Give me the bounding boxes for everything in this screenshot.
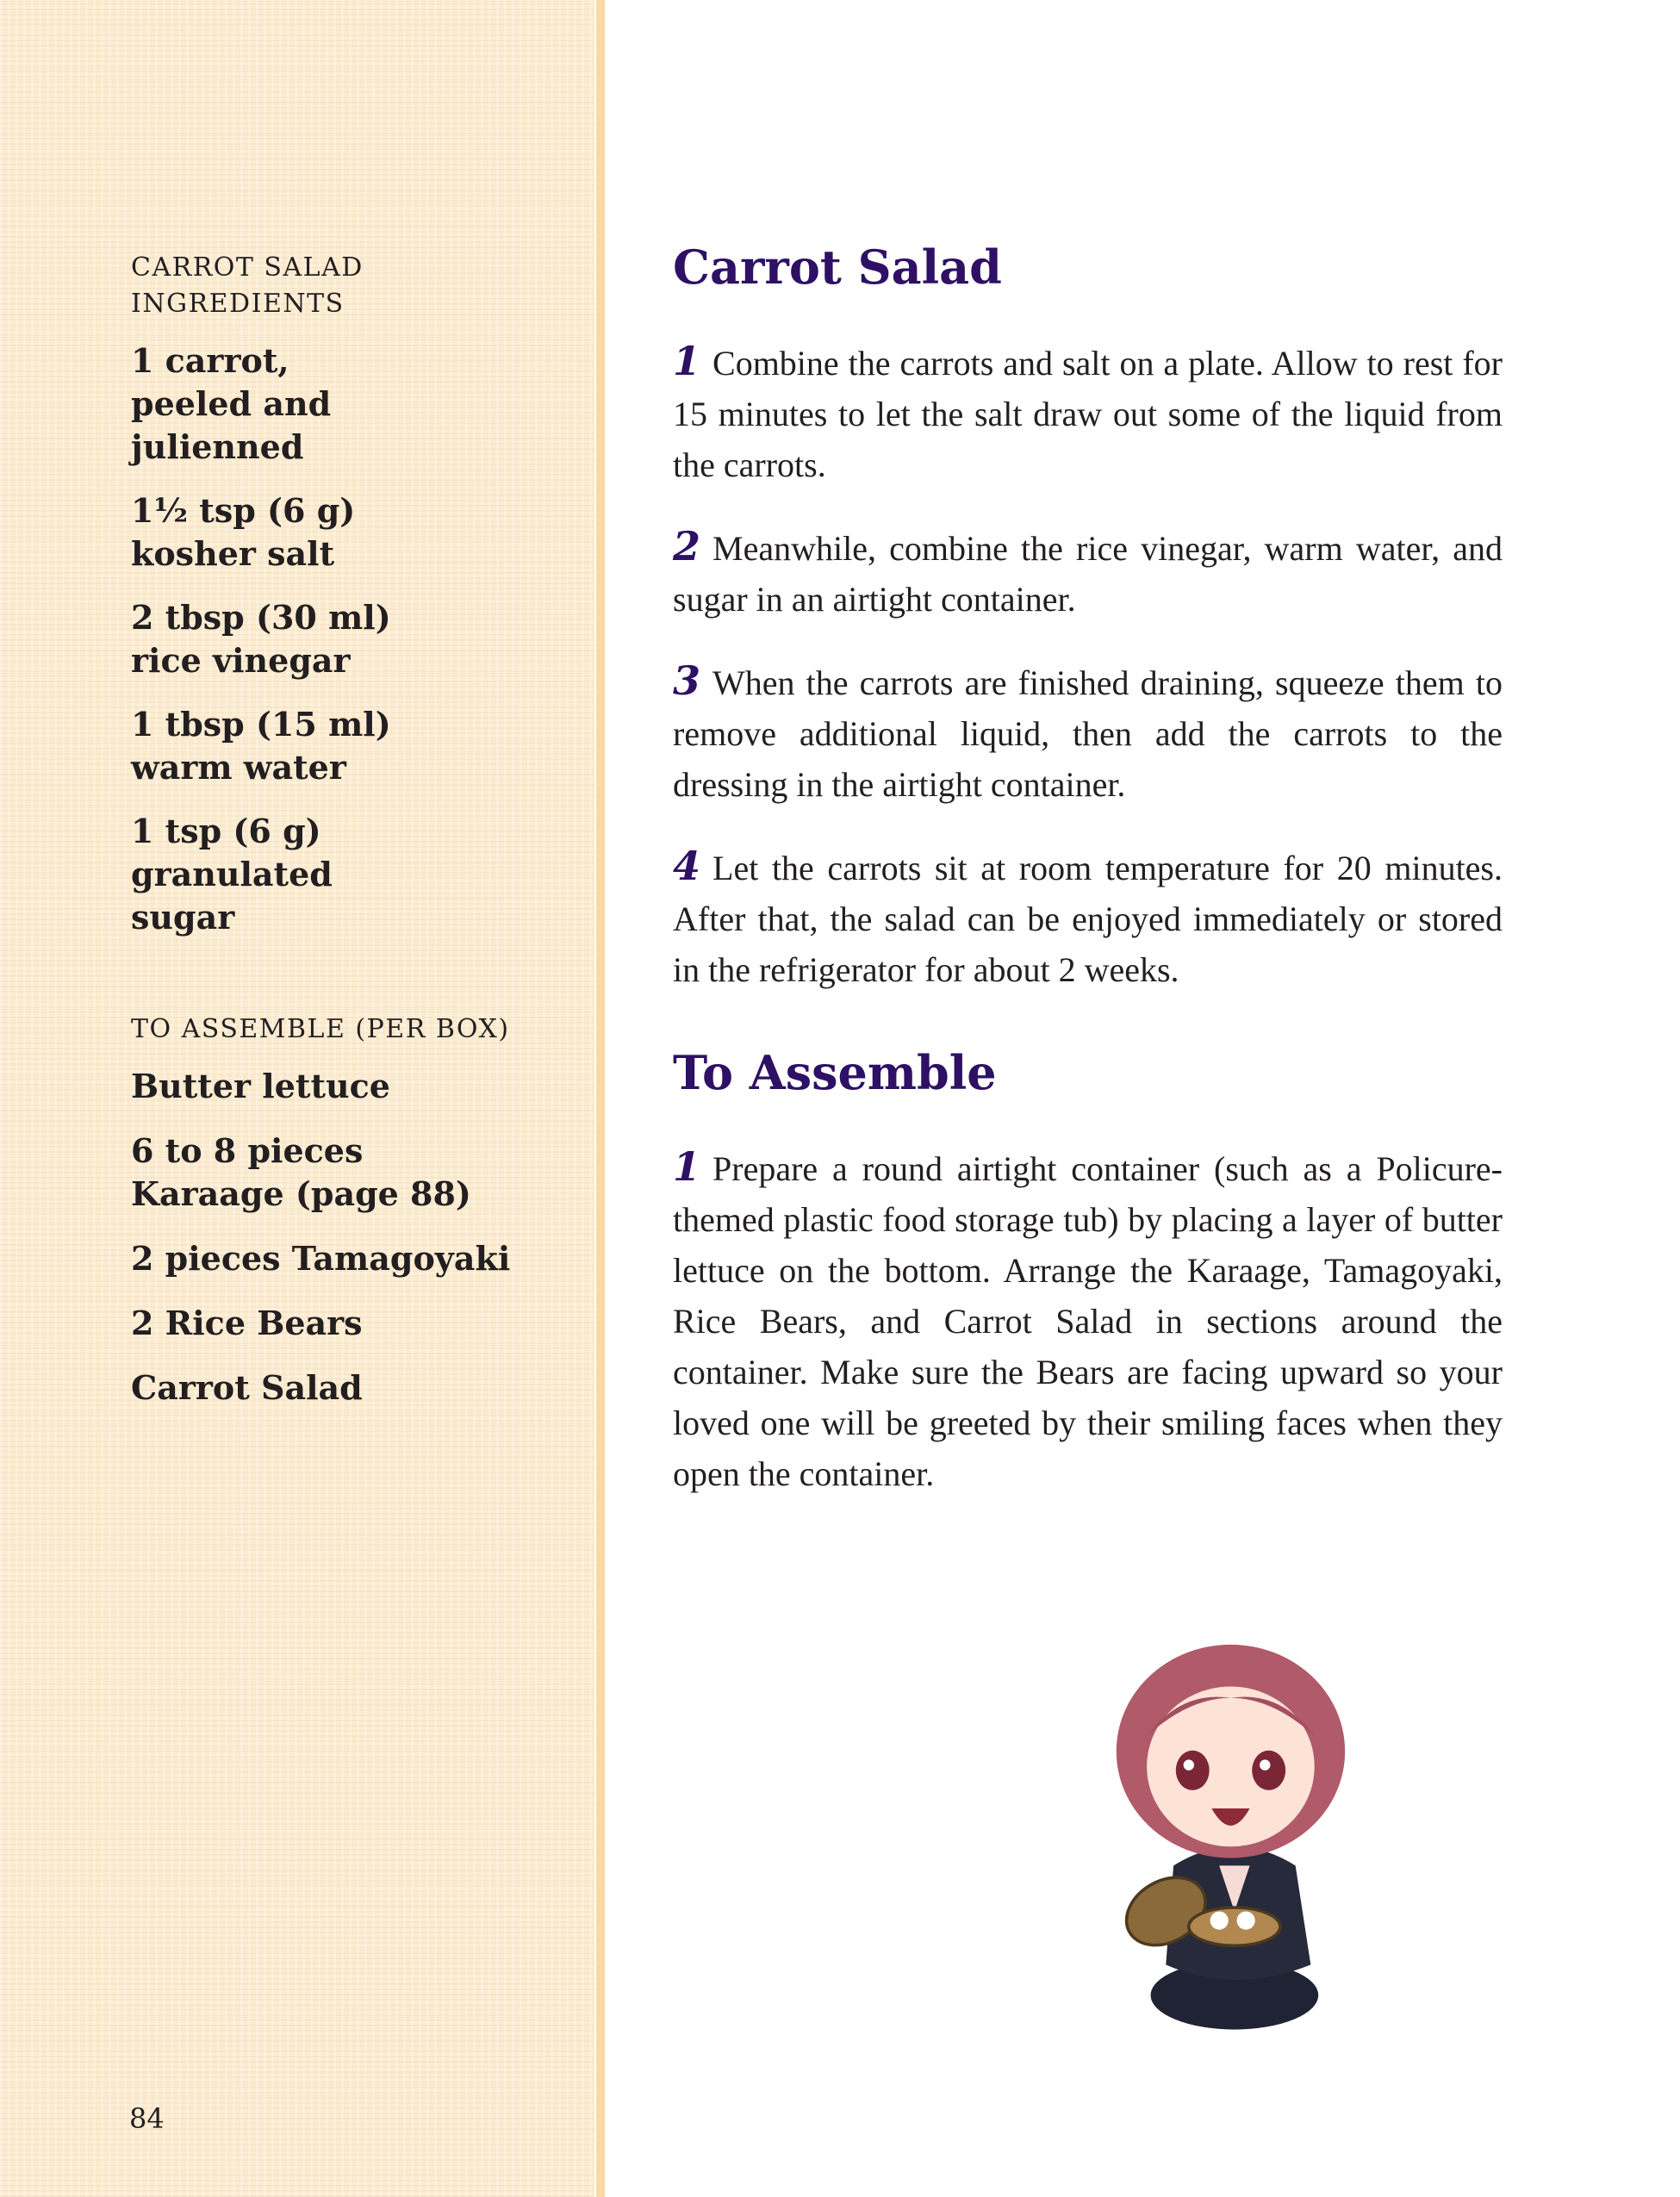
chibi-character-illustration: [1094, 1637, 1413, 2033]
recipe-instructions: [673, 233, 1503, 1530]
ingredient-item: 2 tbsp (30 ml) rice vinegar: [131, 598, 391, 680]
step: [673, 841, 1503, 995]
carrot-salad-title: Carrot Salad: [673, 240, 1002, 295]
step: [673, 336, 1503, 490]
ingredient-item: 1½ tsp (6 g) kosher salt: [131, 491, 356, 573]
step-text: Prepare a round airtight container (such as a Policure-themed plastic food storage tub) by placing a layer of butter lettuce on the bottom. Arrange the Karaage, Tamagoyaki, Rice Bears, and Carrot Salad in sections around the container. Make sure the Bears are facing upward so your loved one will be greeted by their smiling faces when they open the container.: [673, 1149, 1503, 1493]
assemble-item: Carrot Salad: [131, 1368, 363, 1407]
step: [673, 656, 1503, 810]
step-text: Let the carrots sit at room temperature for 20 minutes. After that, the salad can be enjoyed immediately or stored in the refrigerator for about 2 weeks.: [673, 849, 1503, 989]
step: [673, 521, 1503, 625]
ingredients-heading: CARROT SALAD INGREDIENTS: [131, 252, 364, 319]
step-number: 3: [673, 657, 701, 704]
step-number: 4: [673, 843, 701, 889]
step: [673, 1142, 1503, 1499]
step-number: 2: [673, 523, 701, 569]
ingredient-item: 1 tsp (6 g) granulated sugar: [131, 812, 333, 937]
assemble-item: Butter lettuce: [131, 1067, 390, 1105]
assemble-item: 2 Rice Bears: [131, 1304, 363, 1342]
step-text: Meanwhile, combine the rice vinegar, warm water, and sugar in an airtight container.: [673, 529, 1503, 619]
assemble-item: 2 pieces Tamagoyaki: [131, 1239, 511, 1278]
to-assemble-title: To Assemble: [673, 1045, 997, 1100]
ingredient-item: 1 carrot, peeled and julienned: [131, 341, 332, 466]
step-text: Combine the carrots and salt on a plate. Allow to rest for 15 minutes to let the salt draw out some of the liquid from the carrots.: [673, 344, 1503, 484]
assemble-item: 6 to 8 pieces Karaage (page 88): [131, 1131, 471, 1213]
ingredients-list: [131, 250, 579, 1431]
assemble-heading: TO ASSEMBLE (PER BOX): [131, 1014, 510, 1044]
sidebar-border: [596, 0, 605, 2197]
step-number: 1: [673, 1143, 701, 1190]
page-number: 84: [129, 2102, 165, 2135]
step-number: 1: [673, 338, 701, 384]
ingredient-item: 1 tbsp (15 ml) warm water: [131, 705, 391, 787]
step-text: When the carrots are finished draining, squeeze them to remove additional liquid, then add the carrots to the dressing in the airtight container.: [673, 663, 1503, 804]
